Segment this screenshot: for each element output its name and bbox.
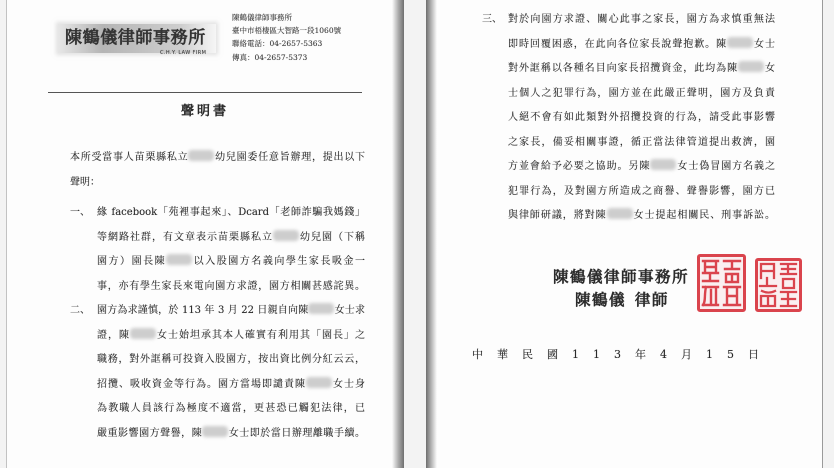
line-text: 園方）園長陳 (97, 256, 167, 267)
text-line (97, 397, 365, 422)
text-line (97, 226, 365, 251)
clause-number: 一、 (70, 207, 90, 218)
statement-body-continued (482, 8, 776, 229)
logo-firm-name: 陳鶴儀律師事務所 (65, 28, 206, 48)
redacted-name (273, 230, 299, 241)
text-line (508, 155, 775, 180)
line-text: 女士求 (334, 305, 365, 316)
line-text: 對外誆稱以各種名目向家長招攬資金，此均為陳 (508, 63, 739, 74)
line-text: 犯罪行為，及對園方所造成之商譽、聲譽影響，園方已 (508, 185, 775, 197)
line-text: 即時回覆困惑，在此向各位家長說聲抱歉。陳 (508, 38, 728, 50)
line-text: 職務，對外誆稱可投資入股園方，按出資比例分紅云云， (97, 354, 365, 365)
redacted-name (650, 159, 676, 170)
clause-number: 三、 (482, 14, 502, 25)
line-text: 緣 facebook「苑裡事起來」、Dcard「老師詐騙我媽錢」 (97, 207, 365, 218)
text-line (508, 33, 775, 58)
line-text: 女士即於當日辦理離職手續。 (228, 427, 365, 439)
clause-lines (97, 201, 365, 299)
line-text: 事，亦有學生家長來電向園方求證，園方相關甚感詫異。 (97, 280, 365, 292)
line-text: 女士提起相關民、刑事訴訟。 (632, 210, 775, 221)
letterhead-firm: 陳鶴儀律師事務所 (232, 13, 292, 22)
line-text: 之家長，備妥相關事證，循正當法律管道提出救濟，園 (508, 136, 775, 148)
redacted-name (738, 61, 764, 72)
line-text: 與律師研議，將對陳 (508, 210, 607, 221)
text-line (97, 373, 365, 398)
text-line (97, 299, 365, 324)
line-text: 證，陳 (97, 329, 130, 341)
text-line (97, 324, 365, 349)
line-text: 招攬、吸收資金等行為。園方當場即譴責陳 (97, 378, 306, 390)
clause-number: 二、 (70, 305, 90, 316)
statement-page-1 (6, 0, 404, 468)
signature-lawyer: 陳鶴儀 律師 (575, 290, 669, 309)
clause-list (482, 8, 776, 229)
redacted-name (188, 150, 214, 161)
letterhead-fax: 傳真：04-2657-5373 (232, 52, 308, 62)
clause-item (70, 201, 365, 299)
text-line (508, 204, 775, 229)
text-line (97, 348, 365, 373)
header-divider (48, 92, 362, 93)
text-line (97, 201, 365, 226)
redacted-name (308, 303, 334, 314)
text-line (70, 146, 365, 171)
statement-page-2 (426, 0, 823, 468)
line-text: 以入股園方名義向學生家長吸金一 (192, 256, 365, 267)
signature-firm: 陳鶴儀律師事務所 (553, 267, 690, 286)
line-text: 為教職人員該行為極度不適當，更甚恐已觸犯法律，已 (97, 403, 365, 414)
line-text: 本所受當事人苗栗縣私立 (70, 152, 189, 163)
line-text: 女士 (753, 38, 775, 50)
line-text: 幼兒園委任意旨辦理，提出以下 (214, 152, 365, 163)
line-text: 對於向園方求證、關心此事之家長，園方為求慎重無法 (508, 14, 775, 25)
lawyer-seal (755, 258, 802, 312)
text-line (508, 131, 775, 156)
letterhead-address: 臺中市梧棲區大智路一段1060號 (232, 26, 342, 36)
law-firm-seal (697, 254, 746, 312)
letterhead-phone: 聯絡電話：04-2657-5363 (232, 39, 323, 49)
logo-latin-name: C.H.Y. LAW FIRM (160, 50, 207, 56)
document-date: 中華民國113年4月15日 (472, 348, 773, 361)
firm-logo (58, 24, 216, 56)
clause-lines (97, 299, 365, 446)
line-text: 園方為求謹慎，於 113 年 3 月 22 日親自向陳 (97, 305, 309, 316)
letterhead-contact (232, 11, 341, 64)
line-text: 幼兒園（下稱 (299, 231, 365, 243)
redacted-name (202, 426, 228, 437)
line-text: 女士偽冒園方名義之 (676, 161, 775, 172)
statement-body (70, 146, 365, 446)
clause-list (70, 201, 365, 446)
line-text: 士個人之犯罪行為，園方並在此嚴正聲明，園方及負責 (508, 87, 775, 99)
clause-lines (508, 8, 775, 229)
text-line (508, 82, 775, 107)
line-text: 女士始坦承其本人確實有利用其「園長」之 (156, 329, 365, 341)
text-line (70, 171, 365, 196)
text-line (508, 180, 775, 205)
redacted-name (727, 37, 753, 48)
line-text: 方並會給予必要之協助。另陳 (508, 161, 651, 172)
redacted-name (130, 328, 156, 339)
intro-paragraph (70, 146, 365, 195)
text-line (508, 8, 775, 33)
clause-item (70, 299, 365, 446)
redacted-name (166, 254, 192, 265)
text-line (97, 275, 365, 300)
text-line (508, 57, 775, 82)
line-text: 聲明： (70, 176, 100, 188)
redacted-name (607, 208, 633, 219)
line-text: 女士身 (332, 378, 365, 390)
line-text: 人絕不會有如此類對外招攬投資的行為，請受此事影響 (508, 112, 775, 123)
text-line (97, 250, 365, 275)
document-title: 聲明書 (180, 104, 229, 119)
text-line (97, 422, 365, 447)
line-text: 等網路社群，有文章表示苗栗縣私立 (97, 231, 273, 243)
line-text: 嚴重影響園方聲譽，陳 (97, 427, 203, 439)
redacted-name (306, 377, 332, 388)
clause-item (482, 8, 776, 229)
line-text: 女 (764, 63, 775, 74)
text-line (508, 106, 775, 131)
